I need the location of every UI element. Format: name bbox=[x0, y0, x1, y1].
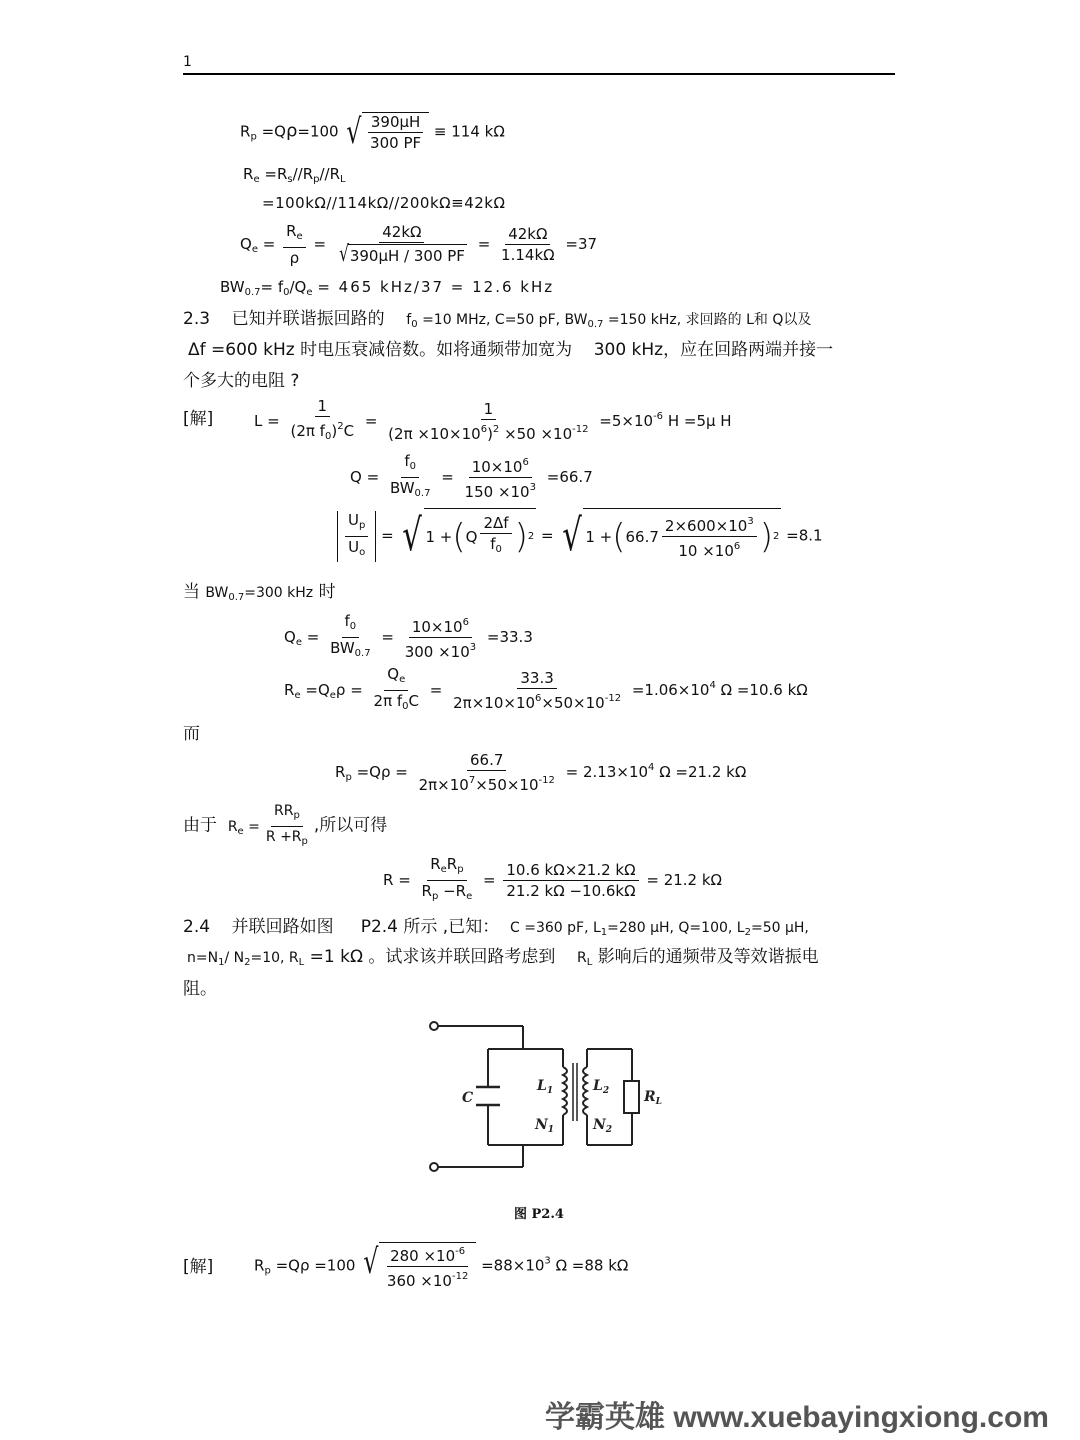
equation-re-values: =100kΩ//114kΩ//200kΩ≡42kΩ bbox=[262, 194, 506, 212]
equation-Rp-2-4: $R_p =Q\rho =100$ √ $\frac{280 \times 10^{-6}}{360 \times 10^{-12}}$ $=88\times 10^3$ Ω =88 kΩ bbox=[254, 1242, 629, 1290]
equation-Re: $R_e =Q_e\rho$ = $\frac{Q_e}{2\pi f_0C}$ = $\frac{33.3}{2\pi\times 10\times 10^6\times 50\times 10^{-12}}$ $=1.06\times 10^4$ Ω =10.6 kΩ bbox=[284, 665, 808, 712]
label-n2: $N_2$ bbox=[593, 1117, 613, 1135]
label-l1: $L_1$ bbox=[537, 1078, 554, 1096]
resistor-rl bbox=[624, 1081, 639, 1113]
label-rl: $R_L$ bbox=[644, 1089, 662, 1107]
label-c: C bbox=[462, 1090, 474, 1106]
equation-Q: Q = $\frac{f_0}{BW_{0.7}}$ = $\frac{10\times 10^6}{150 \times 10^3}$ =66.7 bbox=[350, 452, 593, 501]
figure-caption: 图 P2.4 bbox=[514, 1207, 564, 1222]
equation-qe: $Q_e$ = $\frac{R_e}{\rho}$ = 42kΩ √ 390μH / 300 PF = $\frac{42k\Omega}{1.14k\Omega}$ =37 bbox=[240, 222, 598, 267]
problem-2-3-line1: 2.3 已知并联谐振回路的 $f_0 =10$ MHz, C=50 pF, $BW_{0.7} =150$ kHz, 求回路的 L和 Q以及 bbox=[183, 309, 812, 330]
circuit-figure-p2-4 bbox=[410, 1015, 670, 1225]
equation-bw: $BW_{0.7}= f_0/Q_e = 465$ kHz/37 = 12.6 kHz bbox=[220, 278, 555, 298]
solution-label-2-4: [解] bbox=[183, 1257, 214, 1277]
problem-2-4-line1: 2.4 并联回路如图 P2.4 所示 ,已知： C =360 pF, $L_1=280$ μH, Q=100, $L_2=50$ μH, bbox=[183, 917, 809, 938]
when-bw-300: 当 $BW_{0.7}=300$ kHz 时 bbox=[183, 582, 336, 603]
label-l2: $L_2$ bbox=[593, 1078, 610, 1096]
page-number: 1 bbox=[183, 54, 192, 70]
since-line: 由于 $R_e$ = $\frac{RR_p}{R +R_p}$ ,所以可得 bbox=[183, 803, 388, 847]
problem-2-4-line2: $n=N_1/$ $N_2=10$, $R_L =1$ kΩ 。试求该并联回路考虑到 $R_L$ 影响后的通频带及等效谐振电 bbox=[187, 947, 819, 968]
top-terminal bbox=[430, 1022, 438, 1030]
equation-re: $R_e =R_s//R_p//R_L$ bbox=[243, 165, 346, 185]
problem-2-3-line2: Δf =600 kHz 时电压衰减倍数。如将通频带加宽为 300 kHz，应在回路两端并接一 bbox=[188, 340, 834, 360]
problem-2-3-line3: 个多大的电阻 ? bbox=[183, 371, 300, 391]
problem-2-4-line3: 阻。 bbox=[183, 979, 217, 999]
equation-Qe: $Q_e$ = $\frac{f_0}{BW_{0.7}}$ = $\frac{10\times 10^6}{300 \times 10^3}$ =33.3 bbox=[284, 612, 533, 661]
equation-Rp-2-3: $R_p =Q\rho$ = $\frac{66.7}{2\pi\times 10^7\times 50\times 10^{-12}}$ = $2.13\times 10^4$ Ω =21.2 kΩ bbox=[335, 751, 747, 794]
header-rule bbox=[183, 73, 895, 75]
label-n1: $N_1$ bbox=[535, 1117, 555, 1135]
inductor-l1 bbox=[563, 1067, 567, 1115]
solution-label-2-3: [解] bbox=[183, 409, 214, 429]
bottom-terminal bbox=[430, 1163, 438, 1171]
inductor-l2 bbox=[583, 1067, 587, 1115]
equation-rp: $R_p =Q\rho=100$ √ $\frac{390\mu H}{300 PF}$ ≡ 114 kΩ bbox=[240, 112, 505, 152]
equation-L: L = $\frac{1}{(2\pi f_0)^2C}$ = $\frac{1}{(2\pi \times 10\times 10^6)^2 \times 50 \times 10^{-12}}$ $=5\times 10^{-6}$ H =5μ H bbox=[254, 397, 732, 443]
and-word: 而 bbox=[183, 724, 200, 744]
footer-watermark: 学霸英雄 www.xuebayingxiong.com bbox=[545, 1401, 1049, 1434]
equation-voltage-ratio: $\frac{U_p}{U_o}$ = √ 1 + ( Q $\frac{2\Delta f}{f_0}$ ) 2 = √ 1 + ( 66.7 $\frac{2\times 600\times 10^3}{10 \times 10^6}$ ) 2 =8.1 bbox=[337, 508, 823, 564]
equation-R: R = $\frac{R_eR_p}{R_p -R_e}$ = $\frac{10.6 k\Omega\times 21.2 k\Omega}{21.2 k\Omega -10.6k\Omega}$ = 21.2 kΩ bbox=[383, 855, 723, 902]
